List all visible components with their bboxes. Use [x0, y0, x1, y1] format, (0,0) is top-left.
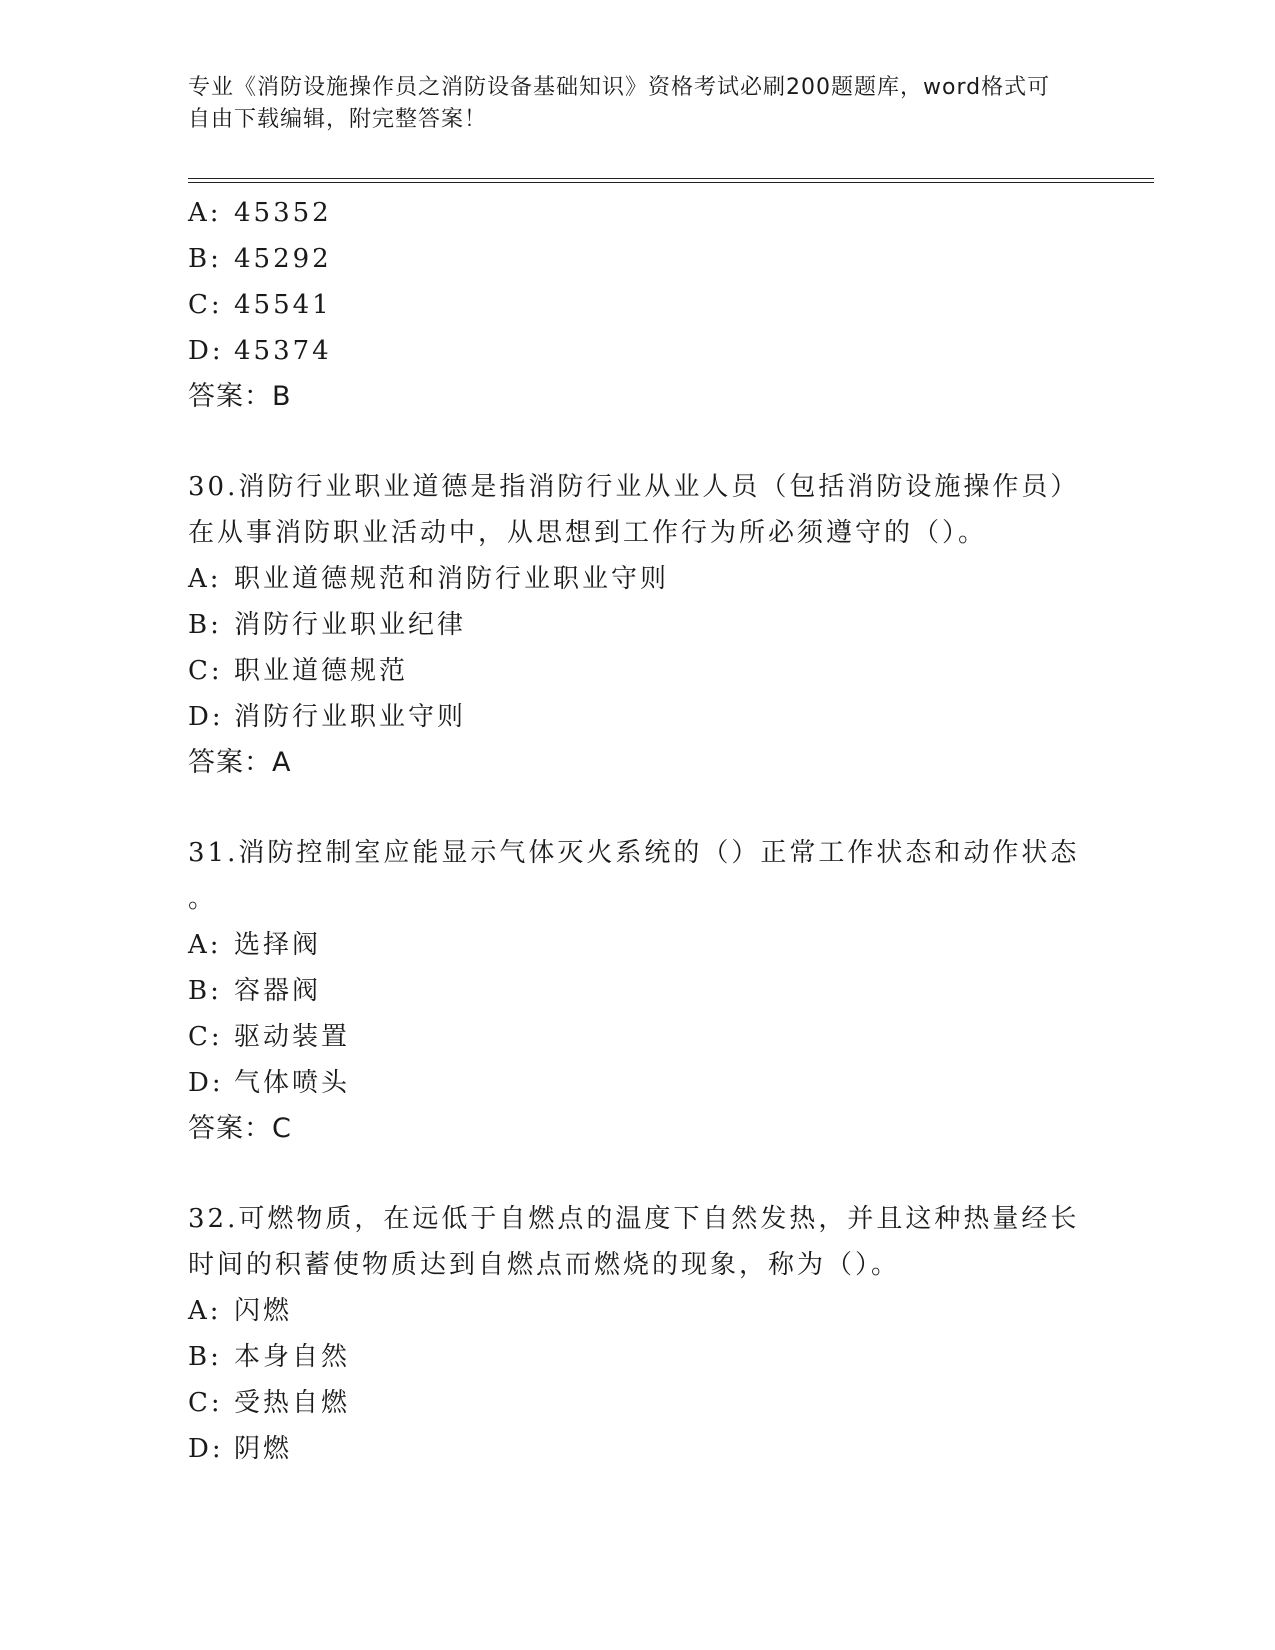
option-label: C:: [188, 1388, 223, 1418]
option-text: 气体喷头: [234, 1068, 351, 1098]
option-text: 职业道德规范: [234, 656, 409, 686]
question-list: [188, 190, 1088, 1472]
option-a: [188, 190, 1088, 236]
option-d: [188, 1060, 1088, 1106]
option-label: A:: [188, 564, 222, 594]
header-rule-bottom: [188, 182, 1154, 183]
question-31: [188, 830, 1088, 1152]
option-label: B:: [188, 1342, 222, 1372]
option-label: C:: [188, 290, 223, 320]
option-label: D:: [188, 702, 224, 732]
spacer: [188, 1152, 1088, 1196]
option-c: [188, 282, 1088, 328]
option-label: D:: [188, 1434, 224, 1464]
option-text: 闪燃: [234, 1296, 293, 1326]
option-text: 消防行业职业纪律: [234, 610, 467, 640]
option-a: [188, 1288, 1088, 1334]
option-d: [188, 694, 1088, 740]
option-text: 45352: [234, 198, 332, 228]
option-c: [188, 1014, 1088, 1060]
option-a: [188, 922, 1088, 968]
option-a: [188, 556, 1088, 602]
spacer: [188, 420, 1088, 464]
option-text: 选择阀: [234, 930, 322, 960]
option-b: [188, 1334, 1088, 1380]
question-stem-line: 30.消防行业职业道德是指消防行业从业人员（包括消防设施操作员）: [188, 472, 1080, 502]
option-text: 容器阀: [234, 976, 322, 1006]
option-text: 45374: [234, 336, 332, 366]
question-stem-line: 32.可燃物质，在远低于自燃点的温度下自然发热，并且这种热量经长: [188, 1204, 1080, 1234]
option-label: B:: [188, 976, 222, 1006]
answer-line: 答案：C: [188, 1113, 292, 1144]
answer-line: 答案：B: [188, 381, 292, 412]
option-text: 阴燃: [234, 1434, 293, 1464]
option-label: D:: [188, 336, 224, 366]
answer-line: 答案：A: [188, 747, 292, 778]
option-d: [188, 328, 1088, 374]
option-c: [188, 648, 1088, 694]
option-label: A:: [188, 930, 222, 960]
option-text: 职业道德规范和消防行业职业守则: [234, 564, 670, 594]
option-label: D:: [188, 1068, 224, 1098]
option-b: [188, 968, 1088, 1014]
option-label: A:: [188, 198, 222, 228]
question-stem-line: 31.消防控制室应能显示气体灭火系统的（）正常工作状态和动作状态: [188, 838, 1080, 868]
question-29: [188, 190, 1088, 420]
option-text: 消防行业职业守则: [234, 702, 467, 732]
option-d: [188, 1426, 1088, 1472]
header-rule-top: [188, 178, 1154, 179]
question-stem-line: 时间的积蓄使物质达到自燃点而燃烧的现象，称为（）。: [188, 1250, 901, 1280]
document-header: 专业《消防设施操作员之消防设备基础知识》资格考试必刷200题题库，word格式可自由下载编辑，附完整答案！: [188, 75, 1051, 132]
option-label: B:: [188, 244, 222, 274]
option-b: [188, 236, 1088, 282]
question-32: [188, 1196, 1088, 1472]
option-text: 驱动装置: [234, 1022, 351, 1052]
option-c: [188, 1380, 1088, 1426]
option-label: B:: [188, 610, 222, 640]
option-label: C:: [188, 656, 223, 686]
spacer: [188, 786, 1088, 830]
option-label: C:: [188, 1022, 223, 1052]
option-text: 本身自然: [234, 1342, 351, 1372]
option-text: 45292: [234, 244, 332, 274]
option-text: 45541: [234, 290, 332, 320]
option-text: 受热自燃: [234, 1388, 351, 1418]
option-b: [188, 602, 1088, 648]
question-stem-line: 。: [188, 884, 218, 914]
question-30: [188, 464, 1088, 786]
option-label: A:: [188, 1296, 222, 1326]
question-stem-line: 在从事消防职业活动中，从思想到工作行为所必须遵守的（）。: [188, 518, 988, 548]
